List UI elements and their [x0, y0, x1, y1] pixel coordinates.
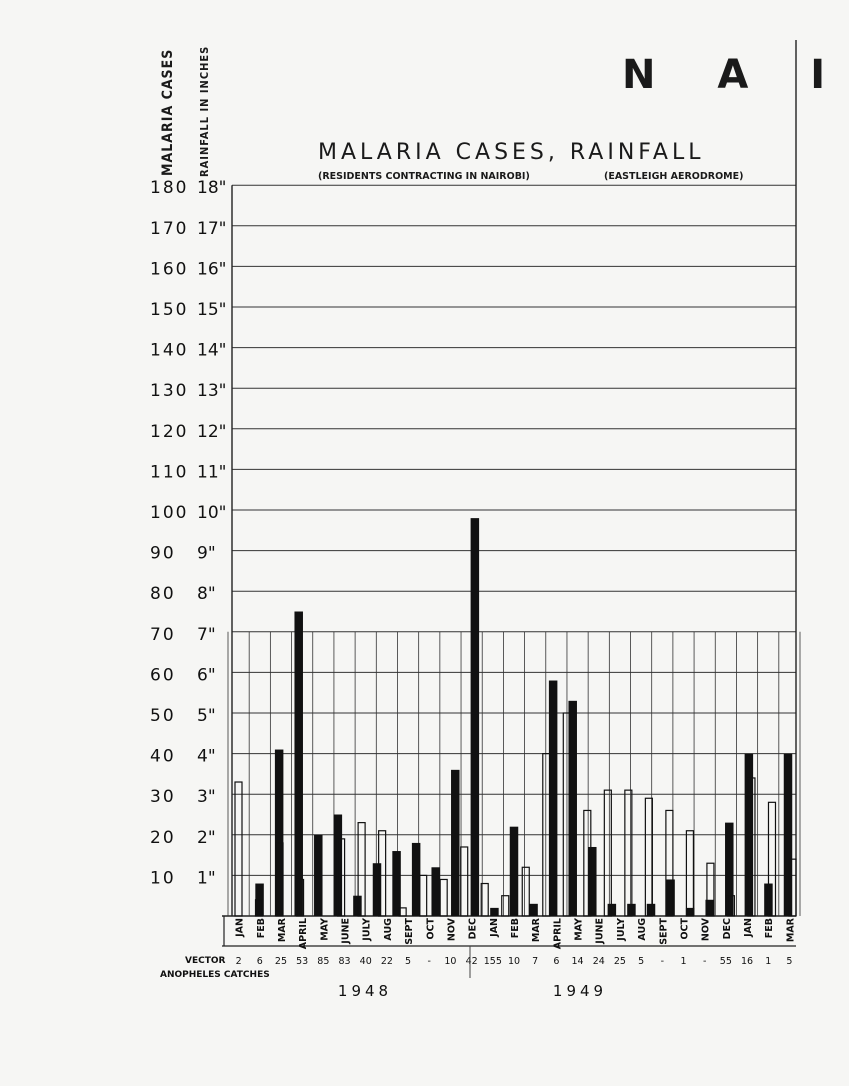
y-tick-label-rainfall: 10"	[197, 503, 227, 523]
bar-rainfall	[604, 790, 611, 916]
y-tick-label-rainfall: 8"	[197, 584, 216, 605]
y-tick-label-cases: 70	[150, 624, 176, 645]
bar-malaria-cases	[588, 847, 597, 916]
bar-malaria-cases	[392, 851, 401, 916]
vector-catch-value: 25	[613, 956, 626, 967]
month-label: AUG	[382, 918, 394, 941]
month-label: NOV	[700, 918, 712, 942]
y-tick-label-rainfall: 15"	[197, 300, 227, 320]
y-tick-label-rainfall: 13"	[197, 381, 227, 402]
vector-catch-value: 1	[680, 956, 687, 967]
y-tick-label-cases: 60	[150, 665, 176, 686]
month-label: SEPT	[658, 918, 670, 945]
vector-catch-value: 14	[571, 956, 584, 967]
bar-malaria-cases	[373, 863, 382, 916]
vector-row-label-line1: VECTOR	[185, 956, 226, 966]
vector-catch-value: 24	[592, 956, 605, 967]
y-tick-label-rainfall: 4"	[197, 746, 216, 767]
vector-catch-value: 10	[444, 956, 457, 967]
month-label: MAY	[319, 918, 331, 941]
month-label: APRIL	[298, 918, 310, 950]
y-tick-label-rainfall: 17"	[197, 218, 227, 239]
month-label: OCT	[679, 918, 691, 940]
bar-rainfall	[461, 847, 468, 916]
y-tick-label-cases: 160	[150, 259, 189, 280]
bar-rainfall	[420, 875, 427, 916]
bar-malaria-cases	[431, 867, 440, 916]
vector-catch-value: 53	[296, 956, 309, 967]
month-label: MAR	[785, 918, 797, 943]
month-label: AUG	[637, 918, 649, 941]
month-label: JUNE	[340, 918, 352, 944]
y-tick-label-cases: 150	[150, 300, 189, 320]
vector-catch-value: -	[660, 956, 665, 967]
vector-catch-value: 6	[553, 956, 560, 967]
vector-catch-value: 10	[507, 956, 521, 967]
vector-catch-value: 55	[719, 956, 732, 967]
y-tick-label-cases: 90	[150, 543, 176, 564]
y-tick-label-cases: 30	[150, 787, 176, 808]
y-tick-label-rainfall: 5"	[197, 706, 216, 726]
month-label: MAY	[573, 918, 585, 941]
month-label: FEB	[255, 918, 267, 939]
month-label: JUNE	[594, 918, 606, 944]
vector-catch-value: 6	[256, 956, 263, 967]
vector-catch-value: -	[427, 956, 431, 967]
month-label: SEPT	[404, 918, 416, 945]
month-label: FEB	[510, 918, 521, 939]
vector-catch-value: -	[702, 956, 707, 967]
month-label: DEC	[467, 918, 479, 940]
vector-catch-value: 16	[740, 956, 754, 967]
bar-rainfall	[440, 879, 447, 916]
bar-malaria-cases	[784, 754, 793, 916]
month-label: JULY	[615, 918, 627, 941]
chart-subtitle-left: (RESIDENTS CONTRACTING IN NAIROBI)	[318, 171, 530, 182]
vector-catch-value: 40	[359, 956, 372, 967]
chart-subtitle-right: (EASTLEIGH AERODROME)	[604, 171, 744, 182]
bar-malaria-cases	[529, 904, 538, 916]
bar-malaria-cases	[490, 908, 499, 916]
vector-catch-value: 5	[638, 956, 645, 967]
y-tick-label-rainfall: 3"	[197, 787, 216, 808]
month-label: APRIL	[552, 918, 564, 950]
bar-rainfall	[235, 782, 242, 916]
month-label: OCT	[425, 918, 437, 940]
y-tick-label-cases: 180	[150, 178, 189, 199]
y-tick-label-rainfall: 12"	[197, 421, 227, 442]
vector-catch-value: 5	[786, 956, 793, 967]
bar-rainfall	[686, 831, 693, 916]
vector-catch-value: 2	[235, 956, 242, 967]
year-label-1948: 1948	[337, 982, 393, 1000]
month-label: JAN	[743, 918, 755, 937]
y-tick-label-rainfall: 9"	[197, 543, 216, 564]
y-tick-label-rainfall: 11"	[197, 462, 227, 483]
bar-malaria-cases	[510, 827, 519, 916]
y-tick-label-rainfall: 14"	[197, 340, 227, 361]
vector-row-label-line2: ANOPHELES CATCHES	[160, 970, 270, 980]
bar-malaria-cases	[294, 612, 303, 917]
y-tick-label-cases: 50	[150, 706, 176, 726]
month-label: NOV	[446, 918, 458, 942]
month-label: JAN	[488, 918, 500, 937]
vector-catch-value: 85	[317, 956, 330, 967]
month-label: MAR	[276, 918, 288, 943]
bar-malaria-cases	[471, 518, 480, 916]
year-label-1949: 1949	[552, 982, 608, 1000]
bar-rainfall	[522, 867, 529, 916]
y-tick-label-cases: 140	[150, 340, 189, 361]
y-tick-label-rainfall: 18"	[197, 178, 227, 199]
bar-rainfall	[502, 896, 509, 916]
bar-malaria-cases	[725, 823, 734, 916]
vector-catch-value: 7	[532, 956, 539, 967]
y-tick-label-cases: 20	[150, 827, 176, 848]
bar-malaria-cases	[353, 896, 362, 916]
vector-catch-value: 1	[765, 956, 772, 967]
month-label: JAN	[234, 918, 246, 937]
month-label: MAR	[531, 918, 543, 943]
vector-catch-value: 22	[380, 956, 393, 967]
y-tick-label-rainfall: 2"	[197, 827, 216, 848]
bar-malaria-cases	[647, 904, 656, 916]
y-axis-label-cases: MALARIA CASES	[160, 48, 176, 176]
vector-catch-value: 155	[483, 956, 502, 967]
y-tick-label-cases: 120	[150, 421, 189, 442]
y-tick-label-cases: 80	[150, 584, 176, 605]
y-tick-label-rainfall: 7"	[197, 624, 216, 645]
chart-title: MALARIA CASES, RAINFALL	[318, 140, 705, 165]
corner-label: N A I	[622, 52, 849, 98]
vector-catch-value: 42	[465, 956, 478, 967]
y-tick-label-cases: 170	[150, 218, 189, 239]
bar-malaria-cases	[314, 835, 323, 916]
y-tick-label-cases: 130	[150, 381, 189, 402]
vector-catch-value: 83	[338, 956, 351, 967]
y-tick-label-cases: 10	[150, 868, 176, 889]
y-axis-label-rainfall: RAINFALL IN INCHES	[198, 45, 211, 177]
month-label: FEB	[764, 918, 776, 939]
vector-catch-value: 25	[274, 956, 288, 967]
y-tick-label-rainfall: 16"	[197, 259, 227, 280]
bar-malaria-cases	[451, 770, 460, 916]
month-label: DEC	[721, 918, 733, 940]
vector-catch-value: 5	[405, 956, 412, 967]
y-tick-label-rainfall: 1"	[197, 868, 216, 889]
month-label: JULY	[361, 918, 373, 941]
y-tick-label-cases: 110	[150, 462, 189, 483]
bar-malaria-cases	[666, 879, 675, 916]
y-tick-label-rainfall: 6"	[197, 665, 216, 686]
y-tick-label-cases: 40	[150, 746, 176, 767]
y-tick-label-cases: 100	[150, 503, 189, 523]
